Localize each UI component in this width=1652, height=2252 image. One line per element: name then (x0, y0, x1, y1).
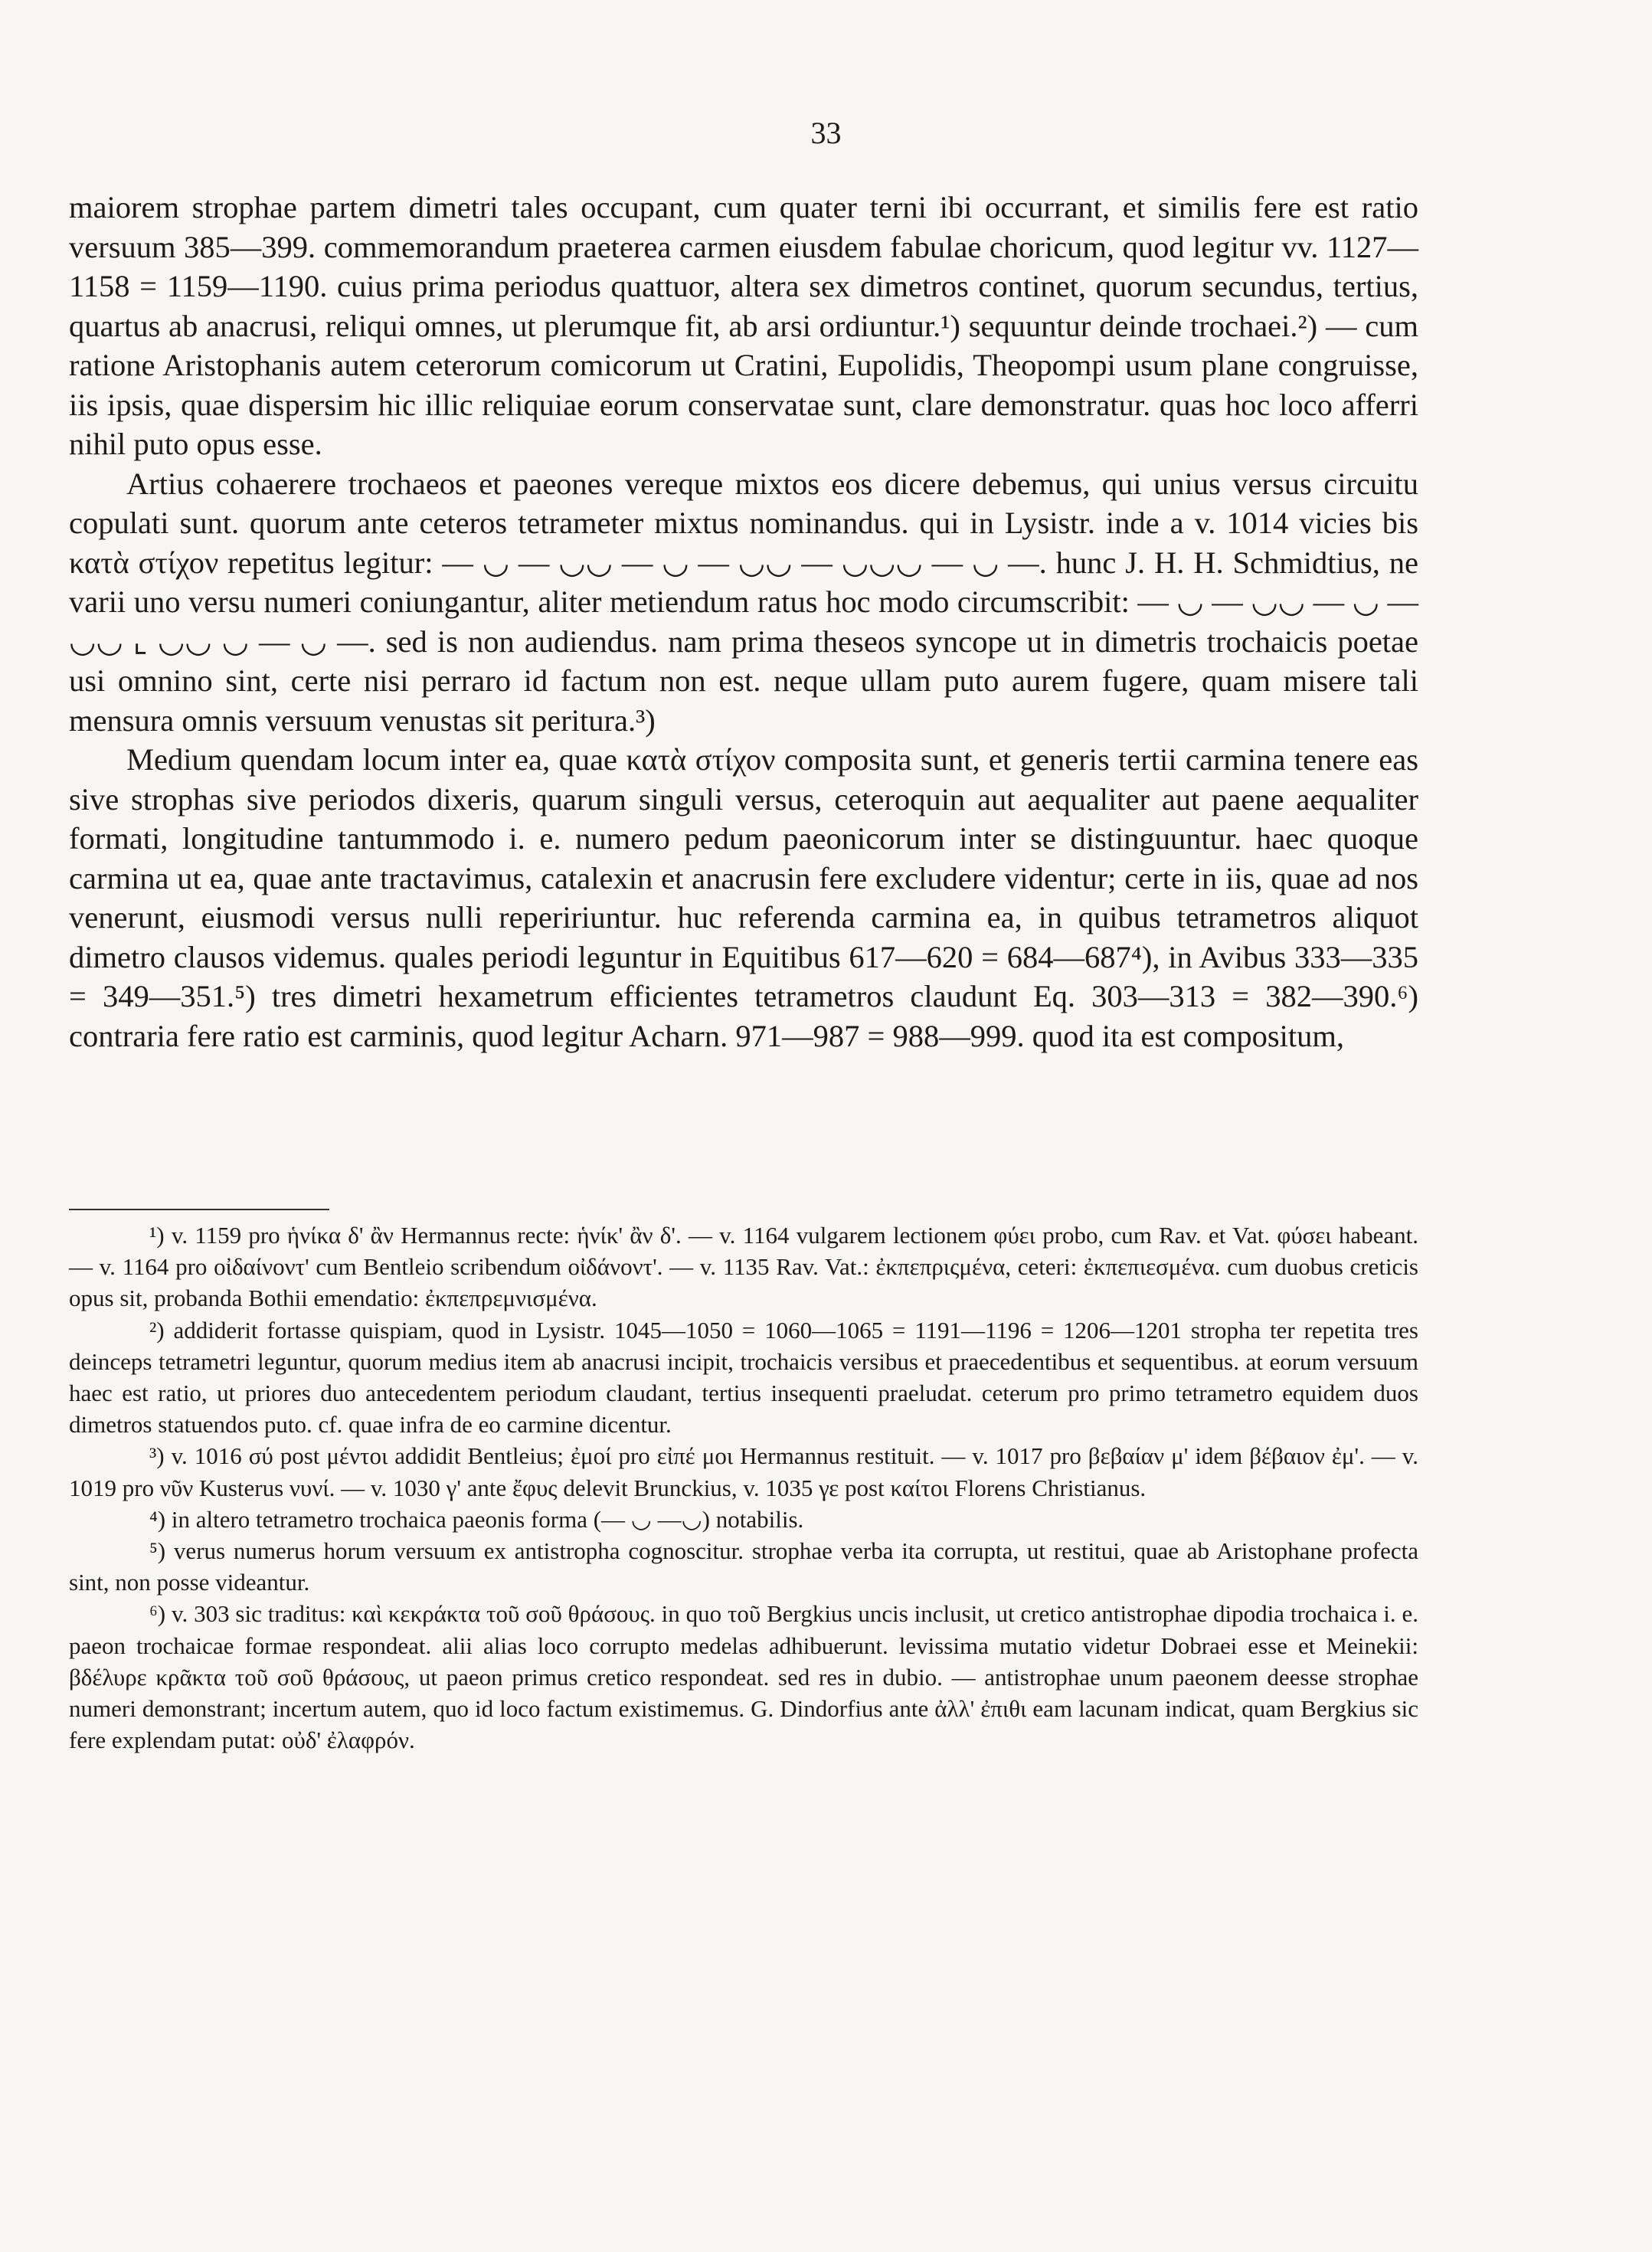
footnote-2: ²) addiderit fortasse quispiam, quod in Lysistr. 1045—1050 = 1060—1065 = 1191—1196 = 1206—1201 stropha ter repetita tres deinceps tetrametri leguntur, quorum medius item ab anacrusi incipit, trochaicis versibus et praecedentibus et sequentibus. at eorum versuum haec est ratio, ut priores duo antecedentem periodum claudant, tertius insequenti praeludat. ceterum pro primo tetrametro equidem duos dimetros statuendos puto. cf. quae infra de eo carmine dicentur. (69, 1316, 1418, 1439)
paragraph-3: Medium quendam locum inter ea, quae κατὰ στίχον composita sunt, et generis tertii carmina tenere eas sive strophas sive periodos dixeris, quarum singuli versus, ceteroquin aut aequaliter aut paene aequaliter formati, longitudine tantummodo i. e. numero pedum paeonicorum inter se distinguuntur. haec quoque carmina ut ea, quae ante tractavimus, catalexin et anacrusin fere excludere videntur; certe in iis, quae ad nos venerunt, eiusmodi versus nulli repeririuntur. huc referenda carmina ea, in quibus tetrametros aliquot dimetro clausos videmus. quales periodi leguntur in Equitibus 617—620 = 684—687⁴), in Avibus 333—335 = 349—351.⁵) tres dimetri hexametrum efficientes tetrametros claudunt Eq. 303—313 = 382—390.⁶) contraria fere ratio est carminis, quod legitur Acharn. 971—987 = 988—999. quod ita est compositum, (69, 742, 1418, 1053)
footnote-1: ¹) v. 1159 pro ἡνίκα δ' ἂν Hermannus recte: ἡνίκ' ἂν δ'. — v. 1164 vulgarem lectionem φύει probo, cum Rav. et Vat. φύσει habeant. — v. 1164 pro οἰδαίνοντ' cum Bentleio scribendum οἰδάνοντ'. — v. 1135 Rav. Vat.: ἐκπεπριςμένα, ceteri: ἐκπεπιεσμένα. cum duobus creticis opus sit, probanda Bothii emendatio: ἐκπεπρεμνισμένα. (69, 1222, 1418, 1312)
page-number: 33 (810, 116, 842, 150)
paragraph-2: Artius cohaerere trochaeos et paeones vereque mixtos eos dicere debemus, qui unius versus circuitu copulati sunt. quorum ante ceteros tetrameter mixtus nominandus. qui in Lysistr. inde a v. 1014 vicies bis κατὰ στίχον repetitus legitur: — ◡ — ◡◡ — ◡ — ◡◡ — ◡◡◡ — ◡ —. hunc J. H. H. Schmidtius, ne varii uno versu numeri coniungantur, aliter metiendum ratus hoc modo circumscribit: — ◡ — ◡◡ — ◡ — ◡◡ ⌞ ◡◡ ◡ — ◡ —. sed is non audiendus. nam prima theseos syncope ut in dimetris trochaicis poetae usi omnino sint, certe nisi perraro id factum non est. neque ullam puto aurem fugere, quam misere tali mensura omnis versuum venustas sit peritura.³) (69, 466, 1418, 738)
footnote-4: ⁴) in altero tetrametro trochaica paeonis forma (— ◡ —◡) notabilis. (149, 1505, 804, 1533)
footnote-6: ⁶) v. 303 sic traditus: καὶ κεκράκτα τοῦ σοῦ θράσους. in quo τοῦ Bergkius uncis inclusit, ut cretico antistrophae dipodia trochaica i. e. paeon trochaicae formae respondeat. alii alias loco corrupto medelas adhibuerunt. levissima mutatio videtur Dobraei esse et Meinekii: βδέλυρε κρᾶκτα τοῦ σοῦ θράσους, ut paeon primus cretico respondeat. sed res in dubio. — antistrophae unum paeonem deesse strophae numeri demonstrant; incertum autem, quo id loco factum existimemus. G. Dindorfius ante ἀλλ' ἐπιθι eam lacunam indicat, quam Bergkius sic fere explendam putat: οὐδ' ἐλαφρόν. (69, 1600, 1418, 1754)
paragraph-1: maiorem strophae partem dimetri tales occupant, cum quater terni ibi occurrant, et similis fere est ratio versuum 385—399. commemorandum praeterea carmen eiusdem fabulae choricum, quod legitur vv. 1127—1158 = 1159—1190. cuius prima periodus quattuor, altera sex dimetros continet, quorum secundus, tertius, quartus ab anacrusi, reliqui omnes, ut plerumque fit, ab arsi ordiuntur.¹) sequuntur deinde trochaei.²) — cum ratione Aristophanis autem ceterorum comicorum ut Cratini, Eupolidis, Theopompi usum plane congruisse, iis ipsis, quae dispersim hic illic reliquiae eorum conservatae sunt, clare demonstratur. quas hoc loco afferri nihil puto opus esse. (69, 190, 1418, 461)
footnote-3: ³) v. 1016 σύ post μέντοι addidit Bentleius; ἐμοί pro εἰπέ μοι Hermannus restituit. — v. 1017 pro βεβαίαν μ' idem βέβαιον ἐμ'. — v. 1019 pro νῦν Kusterus νυνί. — v. 1030 γ' ante ἔφυς delevit Brunckius, v. 1035 γε post καίτοι Florens Christianus. (69, 1442, 1418, 1501)
footnote-5: ⁵) verus numerus horum versuum ex antistropha cognoscitur. strophae verba ita corrupta, ut restitui, quae ab Aristophane profecta sint, non posse videantur. (69, 1537, 1418, 1596)
main-text (69, 188, 1418, 1056)
footnote-divider (69, 1209, 329, 1210)
footnotes (69, 1219, 1418, 1756)
